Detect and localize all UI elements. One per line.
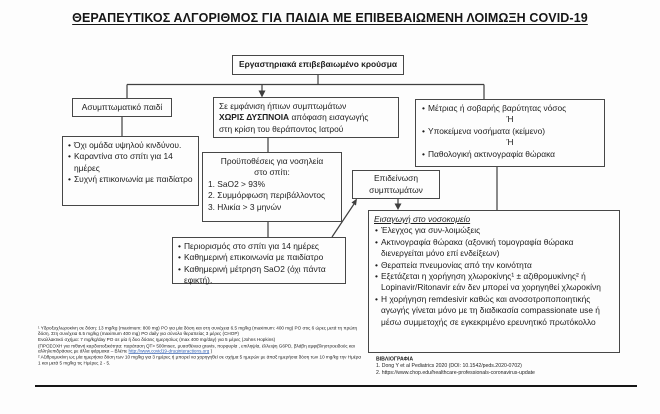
list-item: 2. Συμμόρφωση περιβάλλοντος	[208, 190, 326, 201]
page-title: ΘΕΡΑΠΕΥΤΙΚΟΣ ΑΛΓΟΡΙΘΜΟΣ ΓΙΑ ΠΑΙΔΙΑ ΜΕ ΕΠΙΒΕΒΑΙΩΜΕΝΗ ΛΟΙΜΩΞΗ COVID-19	[72, 11, 588, 25]
node-mild-symptoms-line3: στη κρίση του θεράποντος Ιατρού	[219, 123, 344, 134]
node-worsening-line1: Επιδείνωση	[373, 173, 419, 184]
no-dyspnea-emphasis: ΧΩΡΙΣ ΔΥΣΠΝΟΙΑ	[219, 112, 290, 123]
or-separator: Ή	[506, 114, 514, 125]
node-confirmed-case-label: Εργαστηριακά επιβεβαιωμένο κρούσμα	[239, 59, 397, 70]
node-home-criteria-heading2: στο σπίτι:	[254, 167, 290, 178]
node-mild-symptoms-line1: Σε εμφάνιση ήπιων συμπτωμάτων	[219, 101, 347, 111]
list-item: • Έλεγχος για συν-λοιμώξεις	[374, 225, 614, 236]
list-item: • Μέτριας ή σοβαρής βαρύτητας νόσος	[421, 103, 599, 114]
node-mild-symptoms-line2	[219, 112, 393, 123]
node-worsening-symptoms-label	[369, 173, 423, 196]
bibliography-heading: ΒΙΒΛΙΟΓΡΑΦΙΑ	[376, 356, 414, 362]
footnote-caution-close: )	[209, 348, 213, 354]
footnote-1-alt: Εναλλακτικό σχήμα: 7 mg/kg/day PO σε μία ή δυο δόσεις ημερησίως (max 400 mg/day) για 5 μέρες (Johns Hopkins)	[38, 337, 276, 343]
footnote-1-caution	[38, 344, 365, 355]
node-home-criteria-heading1: Προϋποθέσεις για νοσηλεία	[220, 156, 324, 166]
list-item: • Παθολογική ακτινογραφία θώρακα	[421, 149, 599, 160]
list-item: 3. Ηλικία > 3 μηνών	[208, 201, 282, 212]
bibliography-item: 2. https://www.chop.edu/healthcare-professionals-coronavirus-update	[376, 370, 535, 376]
footnote-caution-text: (ΠΡΟΣΟΧΗ για πιθανή καρδιοτοξικότητα: παράταση QT> 500msec, μυασθένεια gravis, πορφυρία , επιληψία, έλλειψη G6PD, βλάβη αμφιβληστροειδούς και αλληλεπιδράσεις με άλλα φάρμακα – Βλέπε	[38, 343, 355, 354]
node-confirmed-case	[232, 55, 404, 75]
list-item: • Συχνή επικοινωνία με παιδίατρο	[67, 174, 194, 185]
list-item: • Θεραπεία πνευμονίας από την κοινότητα	[374, 260, 614, 271]
node-worsening-line2: συμπτωμάτων	[369, 184, 423, 195]
node-asymptomatic-care	[62, 136, 199, 206]
node-asymptomatic-child-label: Ασυμπτωματικό παιδί	[81, 101, 163, 112]
node-mild-symptoms	[213, 97, 399, 138]
node-moderate-severe	[415, 99, 605, 167]
node-worsening-symptoms	[352, 170, 440, 199]
node-asymptomatic-child	[72, 98, 172, 117]
node-mild-symptoms-line2-rest: απόφαση εισαγωγής	[289, 112, 369, 123]
footnote-1: ¹ Υδροξυχλωροκίνη σε δόση: 13 mg/kg (maximum: 800 mg) PO για μία δόση και στη συνέχεια 6.5 mg/kg (maximum: 400 mg) PO στις 6 ώρες μετά τη πρώτη δόση. Στη συνέχεια 6.5 mg/kg (maximum 400 mg) PO daily για σύνολο θεραπείας 3 μέρες (CHOP)	[38, 326, 358, 337]
list-item: • Υποκείμενα νοσήματα (κείμενο)	[421, 126, 599, 137]
node-hospital-admission-heading: Εισαγωγή στο νοσοκομείο	[374, 214, 471, 224]
footnotes-block	[38, 326, 365, 367]
list-item: • Καραντίνα στο σπίτι για 14 ημέρες	[67, 151, 194, 174]
node-home-care	[172, 237, 346, 284]
list-item: • Όχι ομάδα υψηλού κινδύνου.	[67, 140, 194, 151]
page-bottom-rule	[35, 385, 637, 387]
node-hospital-admission	[368, 210, 620, 353]
list-item: 1. SaO2 > 93%	[208, 178, 266, 189]
list-item: • Καθημερινή μέτρηση SaO2 (όχι πάντα εφικτή).	[177, 264, 341, 287]
list-item: • Περιορισμός στο σπίτι για 14 ημέρες	[177, 241, 341, 252]
list-item: • Εξετάζεται η χορήγηση χλωροκίνης¹ ± αζιθρομυκίνης² ή Lopinavir/Ritonavir εάν δεν μπορεί να χορηγηθεί χλωροκίνη	[374, 271, 614, 294]
node-home-criteria	[202, 152, 342, 222]
list-item: • Η χορήγηση remdesivir καθώς και ανοσοτροποποιητικής αγωγής γίνεται μόνο με τη διαδικασία compassionate use ή μέσω συμμετοχής σε εγκεκριμένο ερευνητικό πρωτόκολλο	[374, 294, 614, 328]
bibliography-item: 1. Dong Y et al Pediatrics 2020 (DOI: 10.1542/peds.2020-0702)	[376, 363, 522, 369]
drug-interactions-link[interactable]: http://www.covid19-druginteractions.org	[128, 348, 210, 354]
or-separator: Ή	[506, 137, 514, 148]
bibliography-block	[376, 356, 635, 376]
list-item: • Καθημερινή επικοινωνία με παιδίατρο	[177, 252, 341, 263]
list-item: • Ακτινογραφία θώρακα (αξονική τομογραφία θώρακα διενεργείται μόνο επί ενδείξεων)	[374, 237, 614, 260]
footnote-2: ² Αζιθρομυκίνη ως μία ημερήσια δόση των 10 mg/kg για 3 ημέρες ή μπορεί να χορηγηθεί σε σχήμα 5 ημερών με άπαξ ημερήσια δόση των 10 mg/kg την Ημέρα 1 και μετά 5 mg/kg τις Ημέρες 2 - 5.	[38, 355, 362, 366]
